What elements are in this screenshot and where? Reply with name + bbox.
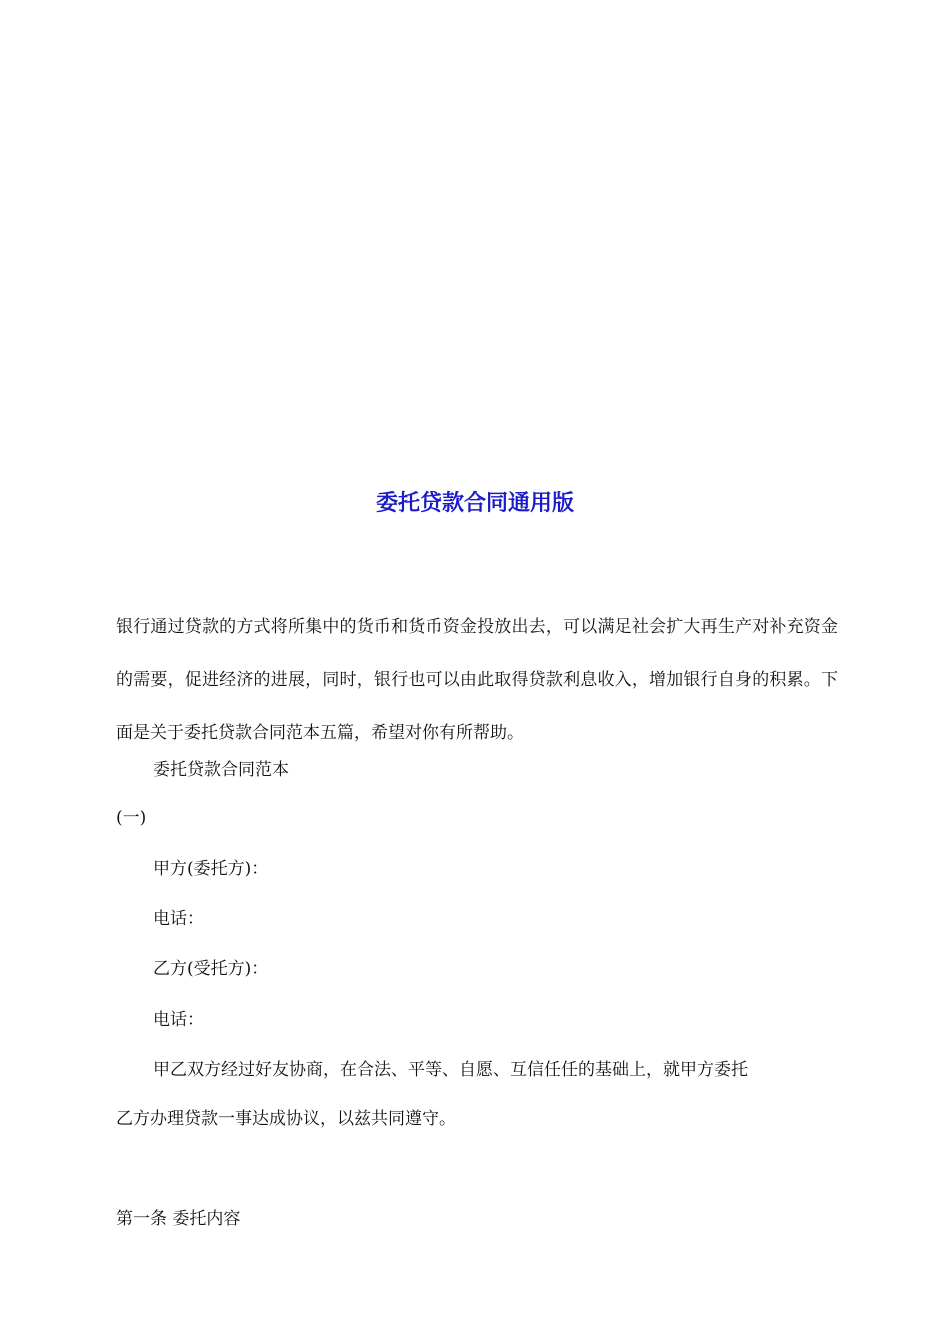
agreement-line-1: 甲乙双方经过好友协商，在合法、平等、自愿、互信任任的基础上，就甲方委托 — [153, 1060, 748, 1080]
article-1-heading: 第一条 委托内容 — [116, 1209, 241, 1229]
section-number: (一) — [116, 808, 147, 828]
document-title: 委托贷款合同通用版 — [375, 490, 574, 516]
agreement-line-2: 乙方办理贷款一事达成协议，以兹共同遵守。 — [116, 1109, 456, 1129]
intro-paragraph: 银行通过贷款的方式将所集中的货币和货币资金投放出去，可以满足社会扩大再生产对补充资金的需要，促进经济的进展，同时，银行也可以由此取得贷款利息收入，增加银行自身的积累。下面是关于委托贷款合同范本五篇，希望对你有所帮助。 — [116, 617, 838, 743]
phone-a-label: 电话： — [153, 909, 204, 929]
party-a-label: 甲方(委托方)： — [153, 859, 269, 879]
phone-b-label: 电话： — [153, 1010, 204, 1030]
section-heading: 委托贷款合同范本 — [153, 760, 289, 780]
party-b-label: 乙方(受托方)： — [153, 959, 269, 979]
